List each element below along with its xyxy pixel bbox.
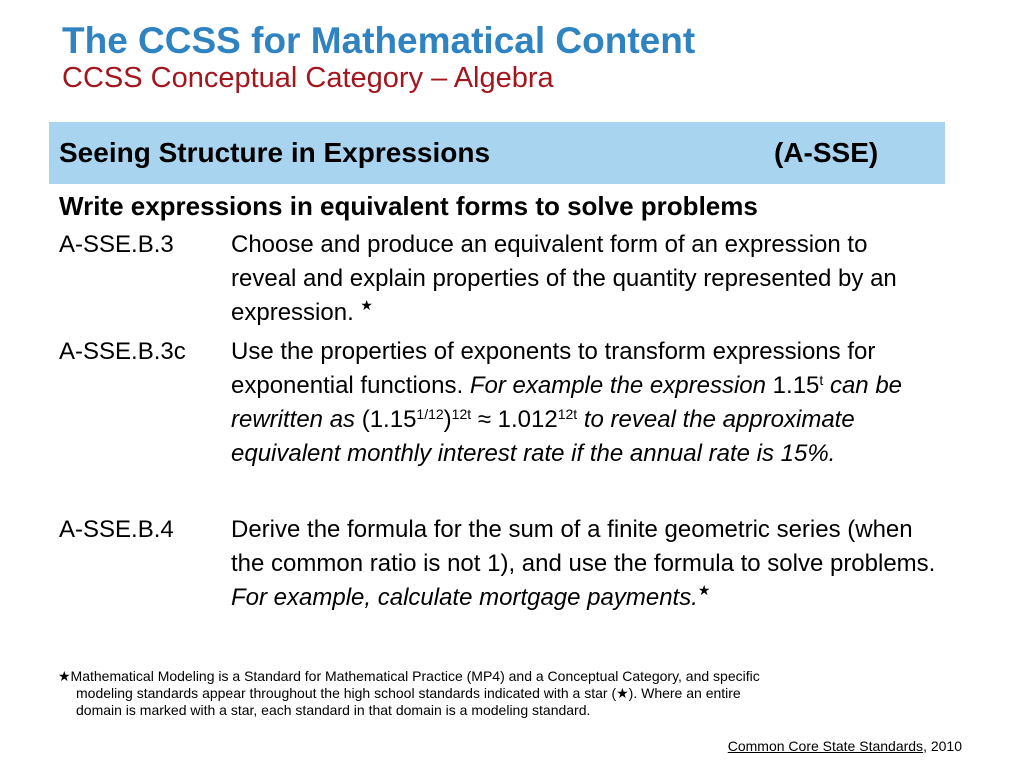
standard-description: Use the properties of exponents to transform expressions for exponential functions. (231, 338, 876, 399)
expression-exponent: 1/12 (416, 406, 444, 422)
source-year: , 2010 (923, 738, 962, 754)
example-lead: For example the expression (469, 372, 766, 399)
footnote-line: domain is marked with a star, each standard in that domain is a modeling standard. (76, 702, 591, 718)
standard-text (231, 335, 939, 471)
domain-name: Seeing Structure in Expressions (59, 137, 491, 168)
example-tail: to reveal the approximate equivalent monthly interest rate if the annual rate is 15%. (231, 406, 855, 467)
standard-a-sse-b-3c (59, 335, 939, 471)
example-text: For example, calculate mortgage payments. (231, 584, 698, 611)
expression-base: (1.15 (361, 406, 417, 433)
standard-text (231, 228, 939, 330)
slide-title: The CCSS for Mathematical Content (62, 20, 696, 61)
standard-a-sse-b-3 (59, 228, 939, 330)
standard-code: A-SSE.B.3 (59, 231, 174, 258)
domain-code: (A-SSE) (774, 137, 879, 168)
expression-paren: ) (443, 406, 452, 433)
expression-exponent: t (819, 372, 824, 388)
standard-description: Derive the formula for the sum of a finite geometric series (when the common ratio is not 1), and use the formula to solve problems. (231, 516, 936, 577)
cluster-heading: Write expressions in equivalent forms to solve problems (59, 191, 758, 221)
approx-symbol: ≈ (477, 406, 491, 433)
modeling-footnote (58, 668, 958, 719)
example-middle: can be rewritten as (231, 372, 903, 433)
footnote-line: ★Mathematical Modeling is a Standard for Mathematical Practice (MP4) and a Conceptual Category, and specific (58, 668, 760, 684)
footnote-line: modeling standards appear throughout the high school standards indicated with a star (★). Where an entire (76, 685, 741, 701)
source-citation (728, 738, 962, 754)
standard-text (231, 513, 939, 615)
expression-base: 1.15 (772, 372, 820, 399)
standard-code: A-SSE.B.3c (59, 338, 186, 365)
expression-base: 1.012 (497, 406, 558, 433)
slide-subtitle: CCSS Conceptual Category – Algebra (62, 62, 554, 94)
expression-exponent: 12t (557, 406, 578, 422)
source-link[interactable]: Common Core State Standards (727, 738, 924, 754)
modeling-star-icon: ★ (697, 582, 711, 598)
standard-a-sse-b-4 (59, 513, 939, 615)
standard-code: A-SSE.B.4 (59, 516, 174, 543)
expression-exponent: 12t (451, 406, 472, 422)
modeling-star-icon: ★ (360, 297, 373, 313)
standard-description: Choose and produce an equivalent form of an expression to reveal and explain properties of the quantity represented by an expression. (231, 231, 897, 326)
domain-header-band (49, 122, 945, 184)
